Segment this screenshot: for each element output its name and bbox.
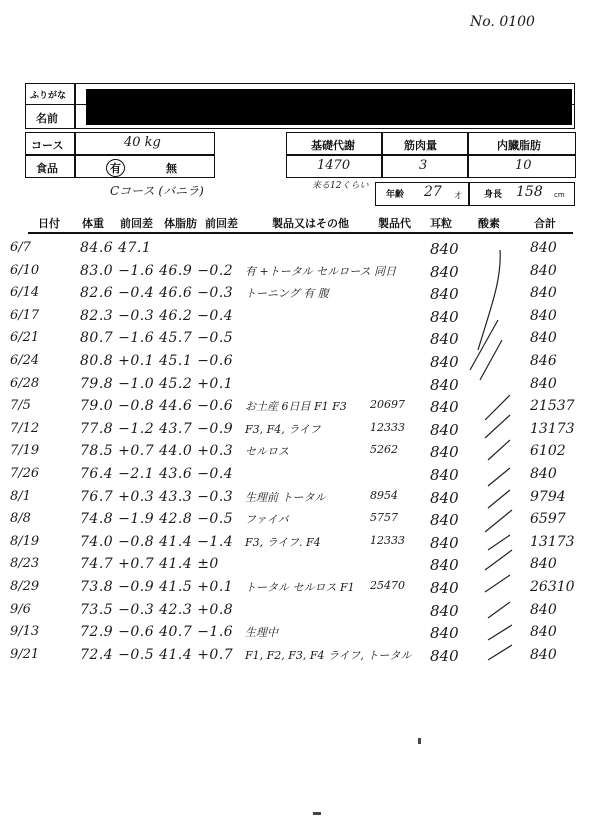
row-vals: 84.6 47.1 <box>80 240 152 256</box>
row-price: 12333 <box>370 420 405 434</box>
row-date: 6/28 <box>10 375 40 391</box>
stroke-15 <box>488 645 512 660</box>
stroke-14 <box>488 625 512 640</box>
row-note: F1, F2, F3, F4 ライフ, トータル <box>245 648 412 662</box>
row-ear: 840 <box>430 330 459 349</box>
row-ear: 840 <box>430 579 459 597</box>
row-price: 8954 <box>370 488 398 502</box>
row-ear: 840 <box>430 375 459 394</box>
name-block <box>25 83 575 129</box>
row-sum: 840 <box>530 646 557 663</box>
row-date: 7/5 <box>10 398 31 414</box>
row-vals: 80.7 −1.6 45.7 −0.5 <box>80 330 234 347</box>
row-price: 20697 <box>370 398 405 412</box>
row-note: 生理中 <box>245 626 278 640</box>
document-number: No. 0100 <box>470 14 535 30</box>
row-price: 5757 <box>370 511 398 525</box>
row-note: F3, ライフ. F4 <box>245 535 321 549</box>
row-date: 6/24 <box>10 353 40 368</box>
row-sum: 840 <box>530 285 557 302</box>
height-label: 身長 <box>484 190 503 200</box>
row-sum: 840 <box>530 262 557 279</box>
col-product: 製品又はその他 <box>272 217 349 230</box>
row-date: 6/7 <box>10 240 31 255</box>
age-label: 年齢 <box>386 190 405 200</box>
row-date: 9/6 <box>10 601 31 617</box>
age-value: 27 <box>424 184 442 200</box>
row-price: 25470 <box>370 579 405 592</box>
row-vals: 73.5 −0.3 42.3 +0.8 <box>80 601 234 618</box>
oxygen-strokes <box>440 240 550 670</box>
stroke-8 <box>488 490 510 508</box>
row-sum: 21537 <box>530 398 575 415</box>
food-no: 無 <box>166 162 177 175</box>
col-weight: 体重 <box>82 217 104 230</box>
col-ear: 耳粒 <box>430 217 452 230</box>
row-ear: 840 <box>430 624 459 643</box>
basal-label: 基礎代謝 <box>311 139 355 152</box>
row-date: 8/19 <box>10 533 40 549</box>
row-ear: 840 <box>430 511 459 530</box>
row-date: 7/12 <box>10 420 40 436</box>
row-vals: 72.9 −0.6 40.7 −1.6 <box>80 624 234 641</box>
course-block <box>25 132 215 178</box>
visceral-value: 10 <box>515 158 532 173</box>
row-vals: 74.0 −0.8 41.4 −1.4 <box>80 533 234 550</box>
row-sum: 6102 <box>530 443 566 460</box>
stroke-6 <box>488 440 510 460</box>
food-label: 食品 <box>36 162 58 175</box>
row-ear: 840 <box>430 556 459 575</box>
row-sum: 9794 <box>530 488 566 505</box>
stroke-10 <box>488 535 510 550</box>
stroke-5 <box>485 415 510 438</box>
row-vals: 74.8 −1.9 42.8 −0.5 <box>80 511 234 528</box>
row-date: 6/21 <box>10 330 40 346</box>
row-ear: 840 <box>430 353 459 371</box>
row-price: 5262 <box>370 443 398 457</box>
col-price: 製品代 <box>378 217 411 230</box>
row-sum: 840 <box>530 624 557 641</box>
row-ear: 840 <box>430 262 459 281</box>
col-fat: 体脂肪 <box>164 217 197 230</box>
row-vals: 77.8 −1.2 43.7 −0.9 <box>80 420 234 437</box>
row-ear: 840 <box>430 646 459 665</box>
row-sum: 13173 <box>530 533 575 550</box>
row-vals: 82.6 −0.4 46.6 −0.3 <box>80 285 234 302</box>
row-date: 8/29 <box>10 579 40 594</box>
metrics-block <box>286 132 576 178</box>
row-note: セルロス <box>245 445 289 459</box>
col-diff1: 前回差 <box>120 217 153 230</box>
stroke-12 <box>485 575 510 592</box>
stroke-13 <box>488 602 510 618</box>
row-date: 9/13 <box>10 624 40 640</box>
stroke-7 <box>488 468 510 486</box>
row-ear: 840 <box>430 601 459 620</box>
row-ear: 840 <box>430 398 459 417</box>
food-note: Cコース (バニラ) <box>110 184 204 198</box>
row-date: 6/14 <box>10 285 40 301</box>
stroke-4 <box>485 395 510 420</box>
visceral-label: 内臓脂肪 <box>497 139 541 152</box>
row-ear: 840 <box>430 307 459 326</box>
row-sum: 840 <box>530 240 557 256</box>
row-date: 8/8 <box>10 511 31 527</box>
row-sum: 840 <box>530 601 557 618</box>
row-date: 8/1 <box>10 488 31 504</box>
row-sum: 846 <box>530 353 557 369</box>
row-note: F3, F4, ライフ <box>245 422 321 436</box>
row-vals: 79.8 −1.0 45.2 +0.1 <box>80 375 234 392</box>
stroke-11 <box>485 550 512 570</box>
basal-value: 1470 <box>317 158 351 173</box>
row-vals: 76.7 +0.3 43.3 −0.3 <box>80 488 234 505</box>
row-vals: 73.8 −0.9 41.5 +0.1 <box>80 579 234 595</box>
col-total: 合計 <box>534 217 556 230</box>
stray-mark-2 <box>313 812 321 815</box>
row-date: 7/19 <box>10 443 40 459</box>
row-ear: 840 <box>430 285 459 304</box>
col-oxygen: 酸素 <box>478 217 500 230</box>
row-ear: 840 <box>430 443 459 462</box>
row-sum: 840 <box>530 466 557 482</box>
row-vals: 78.5 +0.7 44.0 +0.3 <box>80 443 234 460</box>
row-note: 生理前 トータル <box>245 490 326 504</box>
basal-note: 来る12くらい <box>312 181 369 191</box>
header-rule <box>28 232 573 234</box>
row-date: 6/17 <box>10 307 40 323</box>
row-ear: 840 <box>430 488 459 507</box>
row-note: お土産 6日目 F1 F3 <box>245 400 347 414</box>
row-sum: 6597 <box>530 511 566 528</box>
col-date: 日付 <box>38 217 60 230</box>
row-price: 12333 <box>370 533 405 547</box>
height-value: 158 <box>516 184 543 200</box>
stroke-9 <box>485 510 512 532</box>
row-date: 7/26 <box>10 466 40 481</box>
row-note: トーニング 有 腹 <box>245 287 329 301</box>
row-note: トータル セルロス F1 <box>245 581 355 594</box>
row-vals: 76.4 −2.1 43.6 −0.4 <box>80 466 234 482</box>
age-unit: 才 <box>454 191 462 200</box>
name-label: 名前 <box>36 112 58 125</box>
row-vals: 80.8 +0.1 45.1 −0.6 <box>80 353 234 369</box>
row-note: 有 +トータル セルロース 同日 <box>245 264 397 278</box>
muscle-value: 3 <box>419 158 428 173</box>
row-vals: 74.7 +0.7 41.4 ±0 <box>80 556 219 573</box>
row-note: ファイバ <box>245 513 289 527</box>
age-height-block <box>375 182 575 206</box>
row-vals: 83.0 −1.6 46.9 −0.2 <box>80 262 234 279</box>
row-vals: 82.3 −0.3 46.2 −0.4 <box>80 307 234 324</box>
stray-mark <box>418 738 421 744</box>
col-diff2: 前回差 <box>205 217 238 230</box>
row-ear: 840 <box>430 533 459 552</box>
row-sum: 840 <box>530 307 557 324</box>
course-value: 40 kg <box>124 135 161 150</box>
row-ear: 840 <box>430 240 459 258</box>
course-label: コース <box>31 139 64 152</box>
redacted-name <box>86 89 572 125</box>
muscle-label: 筋肉量 <box>404 139 437 152</box>
row-ear: 840 <box>430 466 459 484</box>
height-unit: cm <box>554 191 565 199</box>
row-date: 6/10 <box>10 262 40 278</box>
row-date: 9/21 <box>10 646 40 662</box>
row-date: 8/23 <box>10 556 40 572</box>
stroke-2 <box>470 320 498 370</box>
food-yes-circled: 有 <box>106 159 125 177</box>
row-sum: 840 <box>530 375 557 392</box>
row-vals: 79.0 −0.8 44.6 −0.6 <box>80 398 234 415</box>
furigana-label: ふりがな <box>30 91 67 101</box>
row-sum: 840 <box>530 330 557 347</box>
row-sum: 840 <box>530 556 557 573</box>
row-ear: 840 <box>430 420 459 439</box>
row-vals: 72.4 −0.5 41.4 +0.7 <box>80 646 234 663</box>
row-sum: 13173 <box>530 420 575 437</box>
row-sum: 26310 <box>530 579 575 595</box>
